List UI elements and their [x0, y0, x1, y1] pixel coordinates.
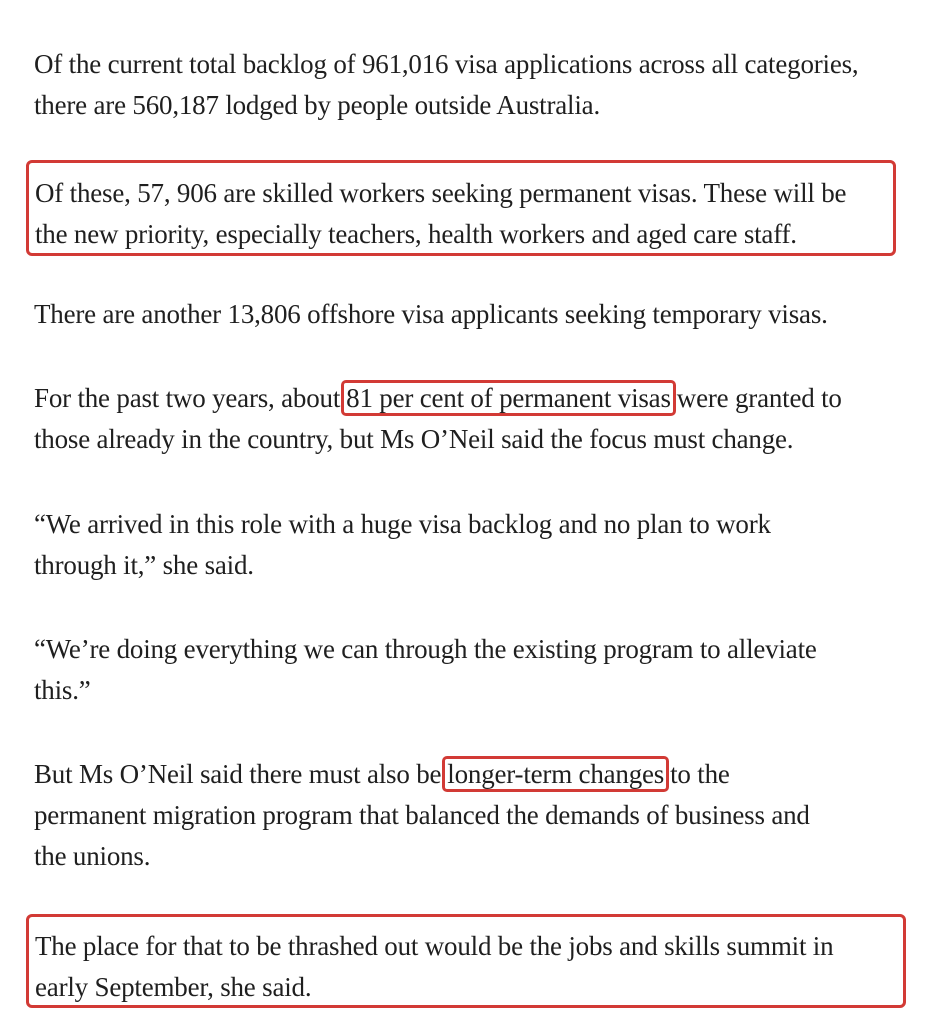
- highlight-box-skilled-workers: [26, 160, 896, 256]
- highlight-box-summit: [26, 914, 906, 1008]
- paragraph-line: [34, 754, 914, 795]
- paragraph-line: Of the current total backlog of 961,016 visa applications across all categories,: [34, 49, 859, 79]
- text-segment: to the: [670, 759, 730, 789]
- paragraph-line: There are another 13,806 offshore visa applicants seeking temporary visas.: [34, 299, 828, 329]
- paragraph-line: “We’re doing everything we can through the existing program to alleviate: [34, 634, 817, 664]
- paragraph-line: through it,” she said.: [34, 550, 254, 580]
- highlight-box-81-per-cent: 81 per cent of permanent visas: [341, 380, 676, 416]
- paragraph-line: [34, 378, 914, 419]
- paragraph-summit: [35, 926, 903, 1008]
- paragraph-line: early September, she said.: [35, 972, 312, 1002]
- paragraph-line: “We arrived in this role with a huge visa backlog and no plan to work: [34, 509, 771, 539]
- paragraph-backlog: [34, 44, 914, 126]
- text-segment: were granted to: [676, 383, 842, 413]
- paragraph-line: there are 560,187 lodged by people outside Australia.: [34, 90, 600, 120]
- paragraph-line: this.”: [34, 675, 91, 705]
- paragraph-skilled-workers: [35, 173, 893, 255]
- paragraph-line: Of these, 57, 906 are skilled workers seeking permanent visas. These will be: [35, 178, 847, 208]
- highlight-box-longer-term-changes: longer-term changes: [442, 756, 669, 792]
- paragraph-line: The place for that to be thrashed out would be the jobs and skills summit in: [35, 931, 834, 961]
- paragraph-permanent-visas: [34, 378, 914, 460]
- text-segment: But Ms O’Neil said there must also be: [34, 759, 442, 789]
- paragraph-quote-backlog: [34, 504, 914, 586]
- paragraph-longer-term: [34, 754, 914, 877]
- paragraph-line: those already in the country, but Ms O’Neil said the focus must change.: [34, 424, 794, 454]
- paragraph-line: permanent migration program that balanced the demands of business and: [34, 800, 810, 830]
- text-segment: For the past two years, about: [34, 383, 341, 413]
- paragraph-line: the new priority, especially teachers, health workers and aged care staff.: [35, 219, 797, 249]
- paragraph-quote-program: [34, 629, 914, 711]
- paragraph-line: the unions.: [34, 841, 151, 871]
- paragraph-temporary-visas: [34, 294, 914, 335]
